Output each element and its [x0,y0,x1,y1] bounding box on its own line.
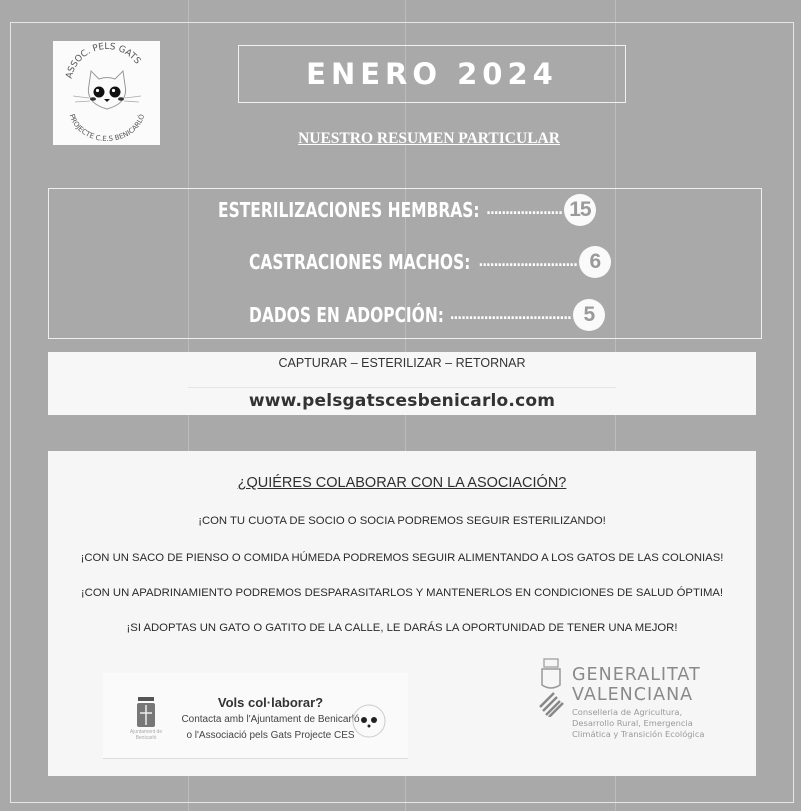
summary-subtitle: NUESTRO RESUMEN PARTICULAR [298,130,560,147]
tnr-slogan: CAPTURAR – ESTERILIZAR – RETORNAR [278,356,526,370]
generalitat-name-line: GENERALITAT [572,665,701,685]
stat-value-badge: 15 [564,194,596,226]
conselleria-line: Climática y Transición Ecológica [572,729,705,739]
stats-box [48,188,762,339]
collaborate-line: ¡CON UN SACO DE PIENSO O COMIDA HÚMEDA PODREMOS SEGUIR ALIMENTANDO A LOS GATOS DE LAS COLONIAS! [80,552,724,564]
stat-leader-dots: ................................ [449,307,571,323]
conselleria-line: Conselleria de Agricultura, [572,707,683,717]
website-link[interactable]: www.pelsgatscesbenicarlo.com [248,391,556,411]
generalitat-name-line: VALENCIANA [572,685,694,705]
stat-row-adoptions [249,299,605,331]
stat-value-badge: 6 [579,246,611,278]
ayuntamiento-caption: Ajuntament de Benicarló [129,729,163,741]
stat-value-badge: 5 [573,299,605,331]
stat-row-sterilizations-females [218,194,596,226]
stat-label: CASTRACIONES MACHOS: [249,250,471,274]
conselleria-name [572,707,705,740]
conselleria-line: Desarrollo Rural, Emergencia [572,718,693,728]
generalitat-crest-icon [538,657,570,717]
ayuntamiento-banner [103,673,408,759]
stat-label: ESTERILIZACIONES HEMBRAS: [218,198,480,222]
collaborate-line: ¡CON TU CUOTA DE SOCIO O SOCIA PODREMOS SEGUIR ESTERILIZANDO! [198,515,606,527]
generalitat-logo [538,651,758,751]
svg-text:ASSOC. PELS GATS: ASSOC. PELS GATS [64,41,143,80]
slogan-box [48,352,756,415]
stat-leader-dots: .................... [486,202,562,218]
collaborate-title: ¿QUIÉRES COLABORAR CON LA ASOCIACIÓN? [237,475,567,491]
month-title: ENERO 2024 [306,57,558,91]
divider [188,387,616,388]
ayuntamiento-heading: Vols col·laborar? [217,695,324,710]
generalitat-name [572,665,701,705]
ayuntamiento-line: o l'Associació pels Gats Projecte CES [186,730,355,741]
ayuntamiento-line: Contacta amb l'Ajuntament de Benicarló [181,714,360,725]
stat-leader-dots: .......................... [478,254,577,270]
stat-label: DADOS EN ADOPCIÓN: [249,303,444,327]
stat-row-castrations-males [249,246,611,278]
collaborate-box [48,451,756,776]
month-title-box [238,45,626,103]
collaborate-line: ¡SI ADOPTAS UN GATO O GATITO DE LA CALLE, LE DARÁS LA OPORTUNIDAD DE TENER UNA MEJOR! [126,622,678,634]
svg-text:PROJECTE C.E.S BENICARLÓ: PROJECTE C.E.S BENICARLÓ [67,113,147,144]
collaborate-line: ¡CON UN APADRINAMIENTO PODREMOS DESPARASITARLOS Y MANTENERLOS EN CONDICIONES DE SALUD ÓPTIMA! [80,587,724,599]
small-cat-logo-icon [350,691,388,751]
